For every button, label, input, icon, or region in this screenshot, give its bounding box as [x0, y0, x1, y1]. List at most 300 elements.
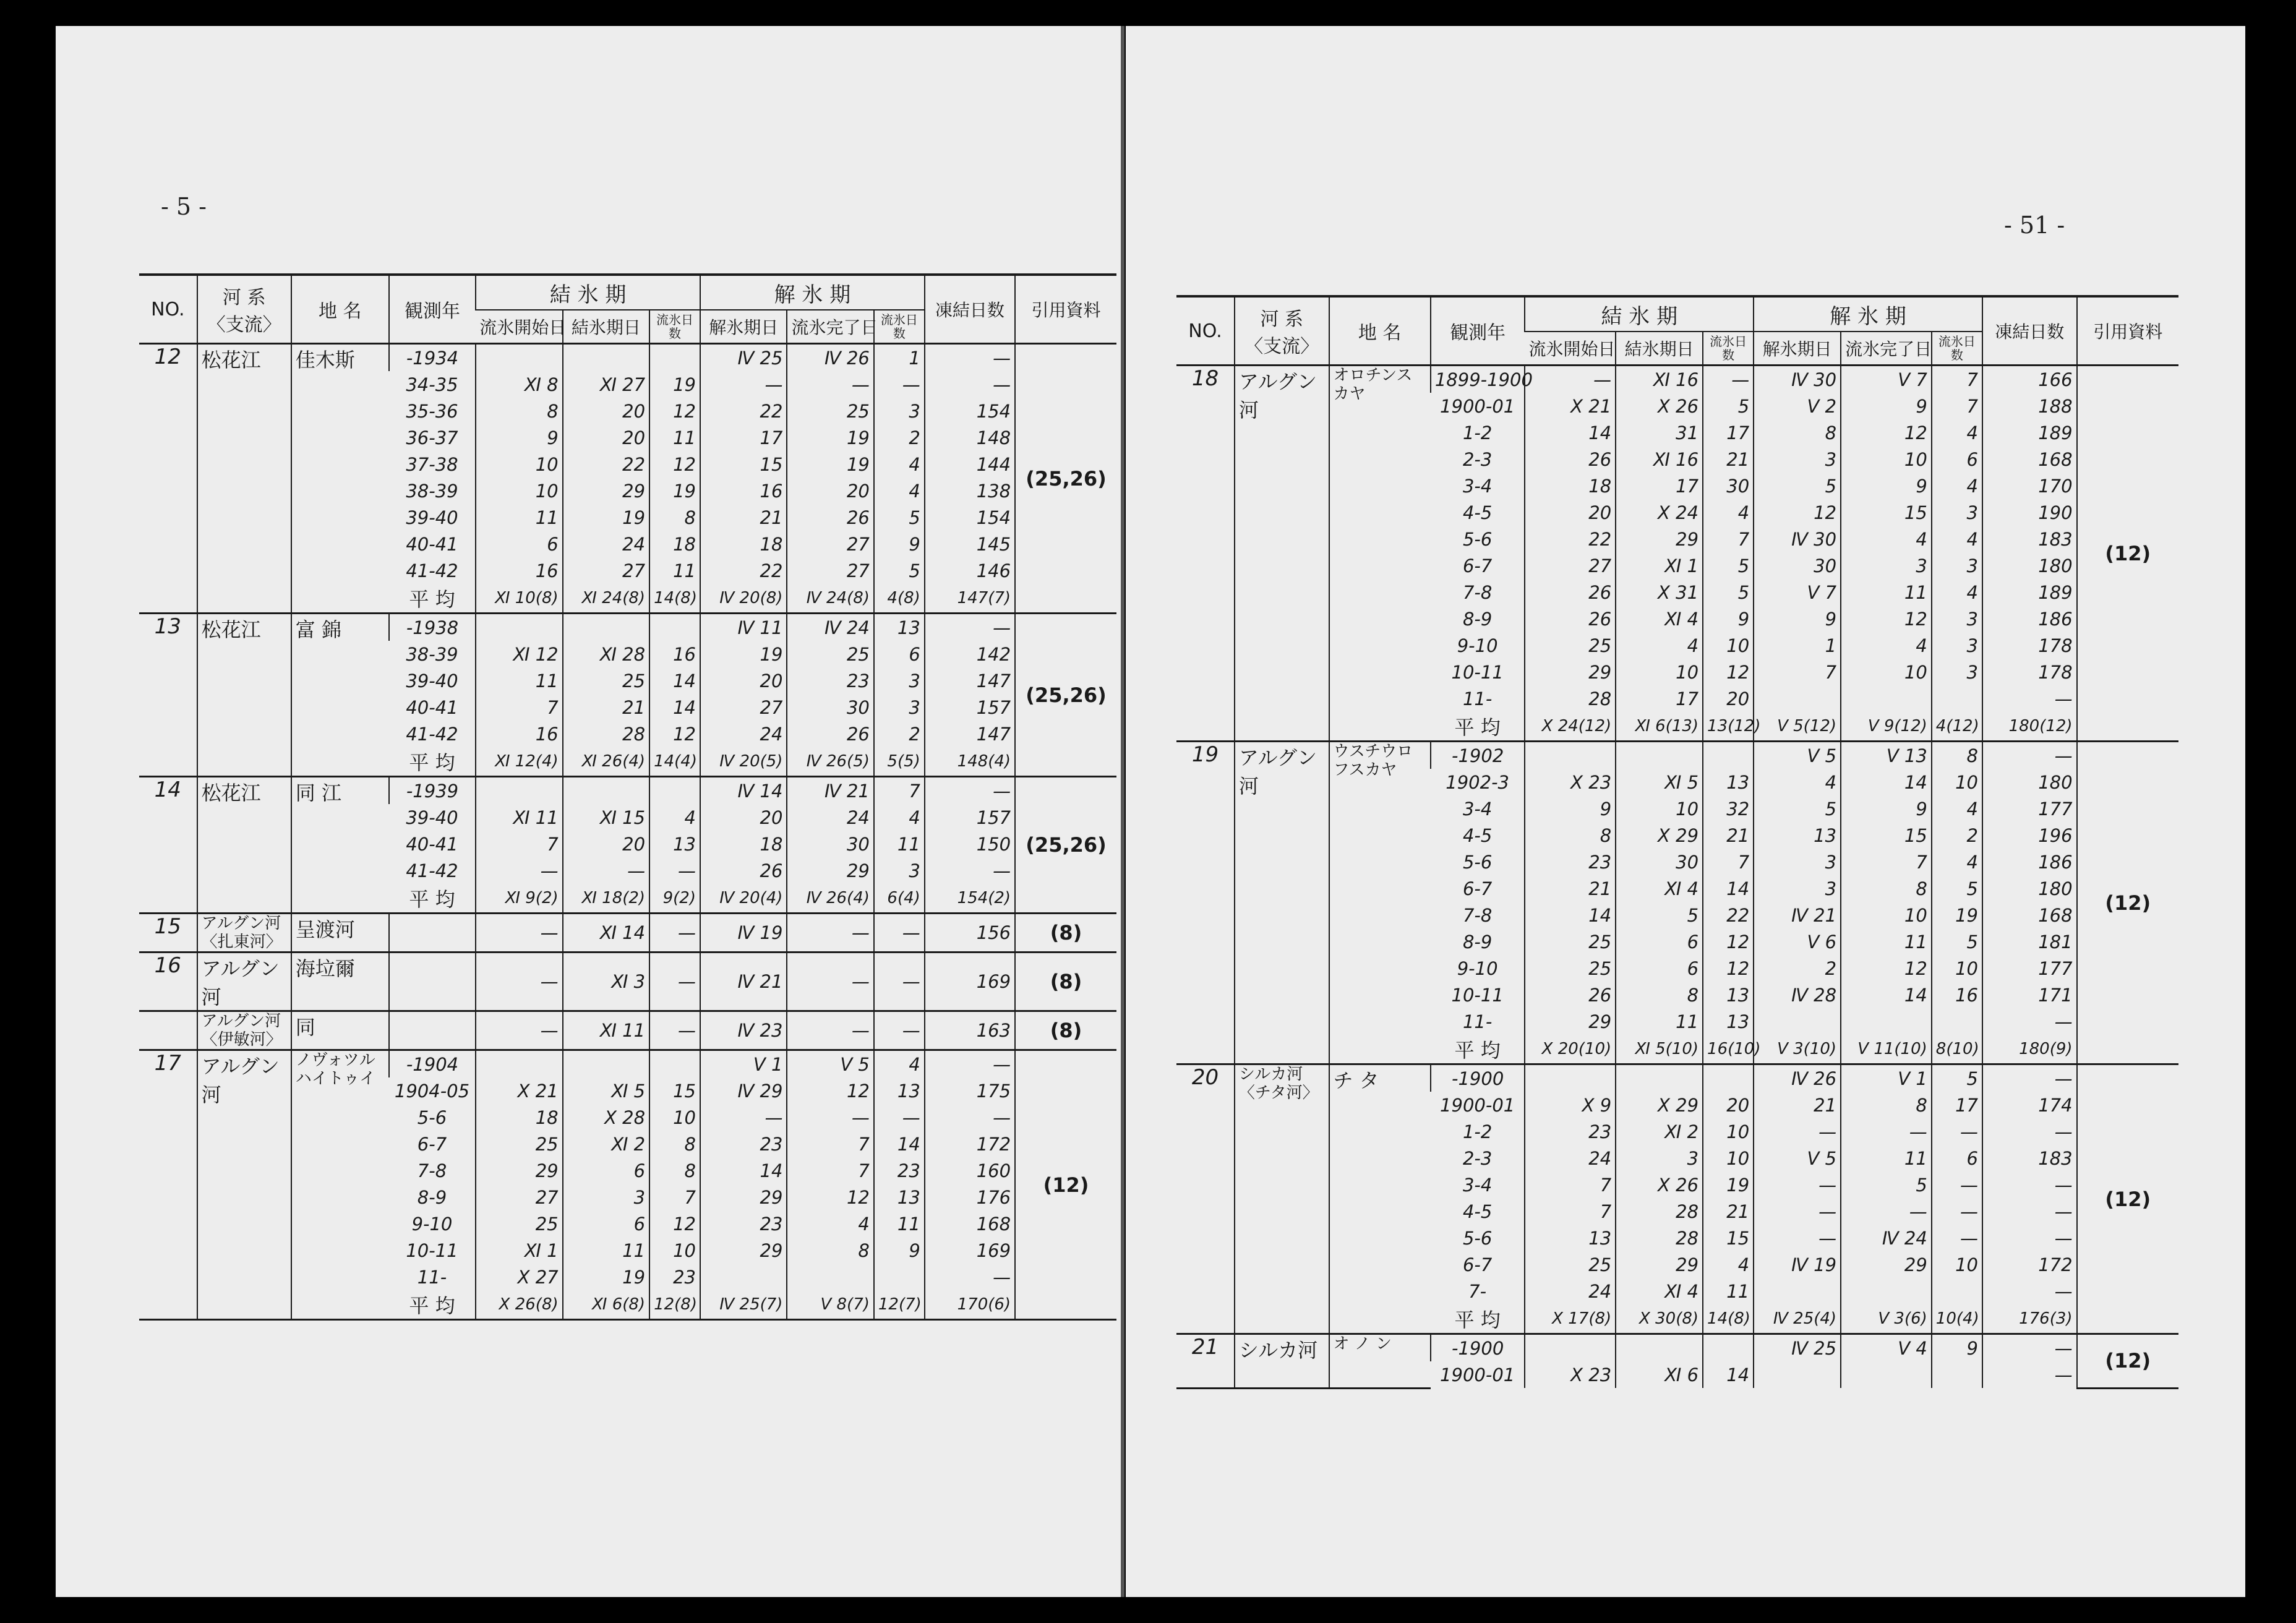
- flow-days: 7: [1932, 393, 1982, 419]
- ice-flow-end: 25: [787, 641, 873, 667]
- flow-days: —: [1932, 1198, 1982, 1225]
- ice-flow-end: 30: [787, 831, 873, 857]
- ice-flow-end: Ⅴ 3(6): [1841, 1304, 1932, 1334]
- ice-flow-end: [1841, 1361, 1932, 1388]
- thaw-date: Ⅳ 20(5): [700, 747, 787, 777]
- obs-year: -1934: [389, 344, 476, 372]
- frozen-days: —: [925, 1264, 1015, 1290]
- thaw-date: Ⅳ 26: [1754, 1064, 1841, 1092]
- frozen-days: 146: [925, 557, 1015, 584]
- flow-days: 20: [1703, 1092, 1754, 1118]
- frozen-days: —: [1982, 1278, 2077, 1304]
- freeze-date: Ⅹ 26: [1616, 393, 1703, 419]
- thaw-date: Ⅴ 2: [1754, 393, 1841, 419]
- ice-flow-start: [476, 1050, 562, 1078]
- ice-flow-end: [1841, 1278, 1932, 1304]
- thaw-date: 4: [1754, 769, 1841, 795]
- ice-flow-start: Ⅹ 23: [1525, 769, 1616, 795]
- flow-days: 16: [1932, 982, 1982, 1008]
- header-no: NO.: [139, 275, 197, 344]
- flow-days: 6: [1932, 1145, 1982, 1171]
- flow-days: —: [649, 914, 700, 953]
- frozen-days: 186: [1982, 606, 2077, 632]
- frozen-days: 156: [925, 914, 1015, 953]
- flow-days: 2: [874, 424, 925, 451]
- thaw-date: Ⅴ 1: [700, 1050, 787, 1078]
- flow-days: 12: [649, 1210, 700, 1237]
- flow-days: 8: [649, 1157, 700, 1184]
- flow-days: 12(8): [649, 1290, 700, 1320]
- flow-days: 14(4): [649, 747, 700, 777]
- freeze-date: Ⅺ 4: [1616, 1278, 1703, 1304]
- freeze-date: Ⅹ 24: [1616, 499, 1703, 526]
- frozen-days: 175: [925, 1077, 1015, 1104]
- freeze-date: 19: [563, 504, 649, 531]
- flow-days: 17: [1703, 419, 1754, 446]
- ice-flow-end: 4: [787, 1210, 873, 1237]
- flow-days: 1: [874, 344, 925, 372]
- freeze-date: 8: [1616, 982, 1703, 1008]
- ice-flow-end: —: [787, 953, 873, 1011]
- ice-flow-end: Ⅴ 9(12): [1841, 712, 1932, 742]
- obs-year: 6-7: [1462, 878, 1493, 899]
- right-page: [1126, 26, 2245, 1597]
- ice-flow-end: —: [1841, 1118, 1932, 1145]
- flow-days: 4: [1932, 419, 1982, 446]
- obs-year: 3-4: [1462, 798, 1493, 820]
- obs-year: 10-11: [406, 1240, 458, 1261]
- freeze-date: Ⅺ 6(8): [563, 1290, 649, 1320]
- flow-days: 9: [874, 1237, 925, 1264]
- frozen-days: —: [1982, 1225, 2077, 1251]
- freeze-date: Ⅹ 29: [1616, 822, 1703, 849]
- flow-days: [1932, 1278, 1982, 1304]
- thaw-date: 2: [1754, 955, 1841, 982]
- flow-days: 6: [874, 641, 925, 667]
- freeze-date: 29: [1616, 1251, 1703, 1278]
- flow-days: 14: [1703, 875, 1754, 902]
- thaw-date: —: [700, 371, 787, 398]
- obs-year: 9-10: [1457, 957, 1498, 979]
- frozen-days: 172: [1982, 1251, 2077, 1278]
- flow-days: 14: [874, 1131, 925, 1157]
- ice-flow-start: Ⅺ 1: [476, 1237, 562, 1264]
- flow-days: 13: [874, 614, 925, 641]
- thaw-date: —: [1754, 1171, 1841, 1198]
- ice-flow-start: [476, 614, 562, 641]
- page-number: - 5 -: [161, 193, 207, 220]
- ice-flow-end: Ⅴ 13: [1841, 742, 1932, 769]
- flow-days: —: [874, 953, 925, 1011]
- station-no: 19: [1176, 742, 1235, 1064]
- flow-days: 10(4): [1932, 1304, 1982, 1334]
- flow-days: 13: [874, 1184, 925, 1210]
- ice-flow-end: 23: [787, 667, 873, 694]
- flow-days: 3: [1932, 606, 1982, 632]
- flow-days: 4: [1703, 499, 1754, 526]
- ice-flow-end: 7: [1841, 849, 1932, 875]
- thaw-date: Ⅳ 19: [700, 914, 787, 953]
- flow-days: 4: [1932, 795, 1982, 822]
- flow-days: 13(12): [1703, 712, 1754, 742]
- thaw-date: 5: [1754, 473, 1841, 499]
- ice-flow-start: 25: [1525, 1251, 1616, 1278]
- ice-flow-start: Ⅺ 12: [476, 641, 562, 667]
- frozen-days: 144: [925, 451, 1015, 477]
- frozen-days: 176(3): [1982, 1304, 2077, 1334]
- thaw-date: [1754, 1361, 1841, 1388]
- frozen-days: 181: [1982, 928, 2077, 955]
- ice-flow-start: 11: [476, 504, 562, 531]
- obs-year: 10-11: [1451, 661, 1504, 683]
- flow-days: 2: [874, 721, 925, 747]
- header-ice-flow-start: 流氷開始日: [476, 310, 562, 344]
- frozen-days: 189: [1982, 579, 2077, 606]
- thaw-date: Ⅳ 25: [700, 344, 787, 372]
- river-system: アルグン河: [1235, 366, 1329, 742]
- station-no: 12: [139, 344, 197, 614]
- flow-days: 14(8): [1703, 1304, 1754, 1334]
- frozen-days: —: [925, 344, 1015, 372]
- place-name: 佳木斯: [291, 344, 389, 614]
- ice-flow-start: 25: [476, 1210, 562, 1237]
- flow-days: 3: [1932, 659, 1982, 685]
- flow-days: 30: [1703, 473, 1754, 499]
- ice-flow-start: Ⅹ 17(8): [1525, 1304, 1616, 1334]
- flow-days: 19: [1703, 1171, 1754, 1198]
- ice-flow-start: 24: [1525, 1145, 1616, 1171]
- flow-days: —: [874, 1011, 925, 1050]
- river-system: アルグン河 〈扎東河〉: [197, 914, 291, 953]
- ice-flow-start: 29: [476, 1157, 562, 1184]
- station-no: 21: [1176, 1334, 1235, 1389]
- thaw-date: Ⅳ 14: [700, 777, 787, 805]
- river-system: アルグン河: [197, 1050, 291, 1320]
- ice-flow-end: 12: [1841, 606, 1932, 632]
- frozen-days: 148(4): [925, 747, 1015, 777]
- freeze-date: 17: [1616, 685, 1703, 712]
- river-system: アルグン河: [1235, 742, 1329, 1064]
- ice-flow-end: 5: [1841, 1171, 1932, 1198]
- table-row: [1176, 366, 2178, 393]
- frozen-days: 147(7): [925, 584, 1015, 614]
- obs-year: 2-3: [1462, 1147, 1493, 1169]
- table-row: [139, 614, 1116, 641]
- freeze-date: [1616, 1334, 1703, 1362]
- station-no: 15: [139, 914, 197, 953]
- thaw-date: Ⅴ 6: [1754, 928, 1841, 955]
- flow-days: 5: [1703, 552, 1754, 579]
- ice-flow-start: 20: [1525, 499, 1616, 526]
- flow-days: 10: [1932, 769, 1982, 795]
- frozen-days: 180: [1982, 552, 2077, 579]
- freeze-date: Ⅹ 26: [1616, 1171, 1703, 1198]
- obs-year: 8-9: [1462, 608, 1493, 630]
- ice-flow-start: 29: [1525, 1008, 1616, 1035]
- freeze-date: [563, 777, 649, 805]
- place-name: 同 江: [291, 777, 389, 914]
- header-thaw-period: 解 氷 期: [1754, 296, 1982, 332]
- flow-days: 23: [874, 1157, 925, 1184]
- ice-flow-end: —: [1841, 1198, 1932, 1225]
- flow-days: 12: [1703, 928, 1754, 955]
- flow-days: 10: [649, 1237, 700, 1264]
- thaw-date: 21: [1754, 1092, 1841, 1118]
- obs-year: 平 均: [389, 1290, 476, 1320]
- ice-flow-start: —: [476, 1011, 562, 1050]
- thaw-date: 20: [700, 804, 787, 831]
- obs-year: 3-4: [1462, 1174, 1493, 1196]
- ice-flow-end: 27: [787, 557, 873, 584]
- frozen-days: 145: [925, 531, 1015, 557]
- thaw-date: 14: [700, 1157, 787, 1184]
- freeze-date: 29: [1616, 526, 1703, 552]
- thaw-date: 16: [700, 477, 787, 504]
- river-system: シルカ河 〈チタ河〉: [1235, 1064, 1329, 1334]
- flow-days: 8(10): [1932, 1035, 1982, 1064]
- frozen-days: 169: [925, 1237, 1015, 1264]
- station-no: 18: [1176, 366, 1235, 742]
- obs-year: 37-38: [406, 453, 458, 475]
- flow-days: [1703, 1064, 1754, 1092]
- ice-flow-end: 29: [1841, 1251, 1932, 1278]
- station-no: 16: [139, 953, 197, 1011]
- freeze-date: 3: [563, 1184, 649, 1210]
- flow-days: 14: [649, 694, 700, 721]
- freeze-date: Ⅺ 11: [563, 1011, 649, 1050]
- thaw-date: 29: [700, 1184, 787, 1210]
- ice-flow-end: —: [787, 1104, 873, 1131]
- frozen-days: 148: [925, 424, 1015, 451]
- ice-flow-start: Ⅹ 23: [1525, 1361, 1616, 1388]
- thaw-date: 19: [700, 641, 787, 667]
- place-name: ノヴォツルハイトゥイ: [291, 1050, 389, 1320]
- obs-year: -1939: [389, 777, 476, 805]
- flow-days: 9: [1932, 1334, 1982, 1362]
- obs-year: 1-2: [1462, 422, 1493, 443]
- freeze-date: [1616, 1064, 1703, 1092]
- ice-flow-end: Ⅳ 24: [1841, 1225, 1932, 1251]
- flow-days: 3: [874, 694, 925, 721]
- freeze-date: 4: [1616, 632, 1703, 659]
- flow-days: 21: [1703, 1198, 1754, 1225]
- freeze-date: [563, 344, 649, 372]
- flow-days: 16(10): [1703, 1035, 1754, 1064]
- frozen-days: 177: [1982, 955, 2077, 982]
- flow-days: 7: [1703, 526, 1754, 552]
- obs-year: 7-8: [1462, 581, 1493, 603]
- header-flow-days-freeze: 流氷日数: [649, 310, 700, 344]
- freeze-date: Ⅺ 28: [563, 641, 649, 667]
- flow-days: 15: [649, 1077, 700, 1104]
- ice-flow-start: 8: [1525, 822, 1616, 849]
- thaw-date: 3: [1754, 849, 1841, 875]
- freeze-date: 6: [1616, 955, 1703, 982]
- flow-days: 21: [1703, 446, 1754, 473]
- obs-year: 7-: [1468, 1280, 1487, 1302]
- flow-days: 5: [874, 504, 925, 531]
- thaw-date: 5: [1754, 795, 1841, 822]
- ice-flow-end: Ⅴ 5: [787, 1050, 873, 1078]
- thaw-date: Ⅳ 30: [1754, 526, 1841, 552]
- ice-flow-start: 7: [1525, 1198, 1616, 1225]
- ice-flow-start: 7: [1525, 1171, 1616, 1198]
- place-name: 同: [291, 1011, 389, 1050]
- thaw-date: 8: [1754, 419, 1841, 446]
- header-thaw-date: 解氷期日: [700, 310, 787, 344]
- obs-year: 7-8: [1462, 904, 1493, 926]
- flow-days: 10: [1703, 1118, 1754, 1145]
- reference: (12): [2077, 1334, 2178, 1389]
- obs-year: [389, 914, 476, 953]
- thaw-date: [700, 1264, 787, 1290]
- obs-year: 平 均: [389, 584, 476, 614]
- thaw-date: Ⅴ 3(10): [1754, 1035, 1841, 1064]
- obs-year: 6-7: [1462, 555, 1493, 576]
- freeze-date: Ⅺ 5: [1616, 769, 1703, 795]
- ice-flow-start: 27: [476, 1184, 562, 1210]
- thaw-date: 21: [700, 504, 787, 531]
- frozen-days: 142: [925, 641, 1015, 667]
- frozen-days: 154: [925, 398, 1015, 424]
- obs-year: -1902: [1431, 742, 1525, 769]
- flow-days: 14: [649, 667, 700, 694]
- thaw-date: 24: [700, 721, 787, 747]
- flow-days: [1932, 1361, 1982, 1388]
- flow-days: —: [874, 371, 925, 398]
- frozen-days: 186: [1982, 849, 2077, 875]
- ice-flow-start: 29: [1525, 659, 1616, 685]
- ice-flow-start: 7: [476, 694, 562, 721]
- ice-flow-end: 12: [787, 1077, 873, 1104]
- freeze-date: 24: [563, 531, 649, 557]
- flow-days: 9: [874, 531, 925, 557]
- obs-year: 11-: [417, 1266, 447, 1288]
- freeze-date: Ⅺ 14: [563, 914, 649, 953]
- obs-year: 5-6: [417, 1107, 447, 1128]
- freeze-date: 6: [563, 1157, 649, 1184]
- ice-flow-end: 27: [787, 531, 873, 557]
- flow-days: 3: [874, 857, 925, 884]
- ice-flow-start: Ⅹ 26(8): [476, 1290, 562, 1320]
- river-system: アルグン河: [197, 953, 291, 1011]
- flow-days: 13: [874, 1077, 925, 1104]
- header-ice-flow-end: 流氷完了日: [787, 310, 873, 344]
- flow-days: 7: [649, 1184, 700, 1210]
- flow-days: 4: [874, 804, 925, 831]
- frozen-days: 172: [925, 1131, 1015, 1157]
- obs-year: 4-5: [1462, 1201, 1493, 1222]
- freeze-date: 28: [563, 721, 649, 747]
- obs-year: 4-5: [1462, 824, 1493, 846]
- reference: (25,26): [1015, 344, 1116, 614]
- flow-days: 14(8): [649, 584, 700, 614]
- flow-days: 4(8): [874, 584, 925, 614]
- header-river-system: 河 系 〈支流〉: [1235, 296, 1329, 366]
- thaw-date: Ⅳ 21: [1754, 902, 1841, 928]
- flow-days: —: [649, 1011, 700, 1050]
- ice-flow-start: —: [1525, 366, 1616, 393]
- frozen-days: —: [925, 1104, 1015, 1131]
- thaw-date: 9: [1754, 606, 1841, 632]
- obs-year: 8-9: [417, 1186, 447, 1208]
- thaw-date: 7: [1754, 659, 1841, 685]
- header-thaw-period: 解 氷 期: [700, 275, 925, 310]
- obs-year: 平 均: [1431, 712, 1525, 742]
- ice-flow-end: Ⅴ 7: [1841, 366, 1932, 393]
- ice-flow-end: —: [787, 914, 873, 953]
- freeze-date: Ⅺ 1: [1616, 552, 1703, 579]
- flow-days: 12: [1703, 955, 1754, 982]
- ice-flow-start: 14: [1525, 902, 1616, 928]
- place-name: 呈渡河: [291, 914, 389, 953]
- ice-flow-end: 7: [787, 1157, 873, 1184]
- place-name: チ タ: [1329, 1064, 1431, 1334]
- header-flow-days-thaw: 流氷日数: [874, 310, 925, 344]
- ice-flow-end: 26: [787, 504, 873, 531]
- thaw-date: Ⅳ 11: [700, 614, 787, 641]
- ice-flow-start: —: [476, 953, 562, 1011]
- freeze-date: 19: [563, 1264, 649, 1290]
- ice-flow-start: Ⅹ 20(10): [1525, 1035, 1616, 1064]
- thaw-date: Ⅳ 20(4): [700, 884, 787, 914]
- obs-year: 36-37: [406, 427, 458, 448]
- flow-days: 10: [1932, 955, 1982, 982]
- flow-days: 18: [649, 531, 700, 557]
- reference: (8): [1015, 953, 1116, 1011]
- obs-year: 41-42: [406, 560, 458, 581]
- thaw-date: Ⅴ 5: [1754, 742, 1841, 769]
- obs-year: 1899-1900: [1431, 366, 1525, 393]
- obs-year: 35-36: [406, 400, 458, 422]
- header-years: 観測年: [389, 275, 476, 344]
- obs-year: 7-8: [417, 1160, 447, 1181]
- obs-year: 3-4: [1462, 475, 1493, 497]
- station-no: [139, 1011, 197, 1050]
- ice-flow-end: 4: [1841, 632, 1932, 659]
- flow-days: 13: [1703, 982, 1754, 1008]
- flow-days: [649, 344, 700, 372]
- thaw-date: 12: [1754, 499, 1841, 526]
- freeze-date: 11: [563, 1237, 649, 1264]
- freeze-date: 30: [1616, 849, 1703, 875]
- obs-year: 5-6: [1462, 528, 1493, 550]
- ice-flow-end: 20: [787, 477, 873, 504]
- ice-flow-start: 21: [1525, 875, 1616, 902]
- ice-flow-start: [1525, 742, 1616, 769]
- flow-days: 32: [1703, 795, 1754, 822]
- freeze-date: Ⅺ 6: [1616, 1361, 1703, 1388]
- ice-flow-start: 27: [1525, 552, 1616, 579]
- flow-days: 8: [649, 504, 700, 531]
- obs-year: -1904: [389, 1050, 476, 1078]
- flow-days: 10: [1932, 1251, 1982, 1278]
- flow-days: 5: [1703, 393, 1754, 419]
- thaw-date: Ⅳ 29: [700, 1077, 787, 1104]
- frozen-days: 168: [1982, 446, 2077, 473]
- freeze-date: Ⅺ 4: [1616, 875, 1703, 902]
- thaw-date: Ⅳ 23: [700, 1011, 787, 1050]
- table-row: [1176, 1334, 2178, 1362]
- ice-flow-start: 8: [476, 398, 562, 424]
- obs-year: 40-41: [406, 696, 458, 718]
- ice-flow-end: [1841, 1008, 1932, 1035]
- obs-year: 8-9: [1462, 931, 1493, 953]
- flow-days: 7: [874, 777, 925, 805]
- flow-days: 10: [1703, 1145, 1754, 1171]
- thaw-date: —: [1754, 1225, 1841, 1251]
- flow-days: [1703, 742, 1754, 769]
